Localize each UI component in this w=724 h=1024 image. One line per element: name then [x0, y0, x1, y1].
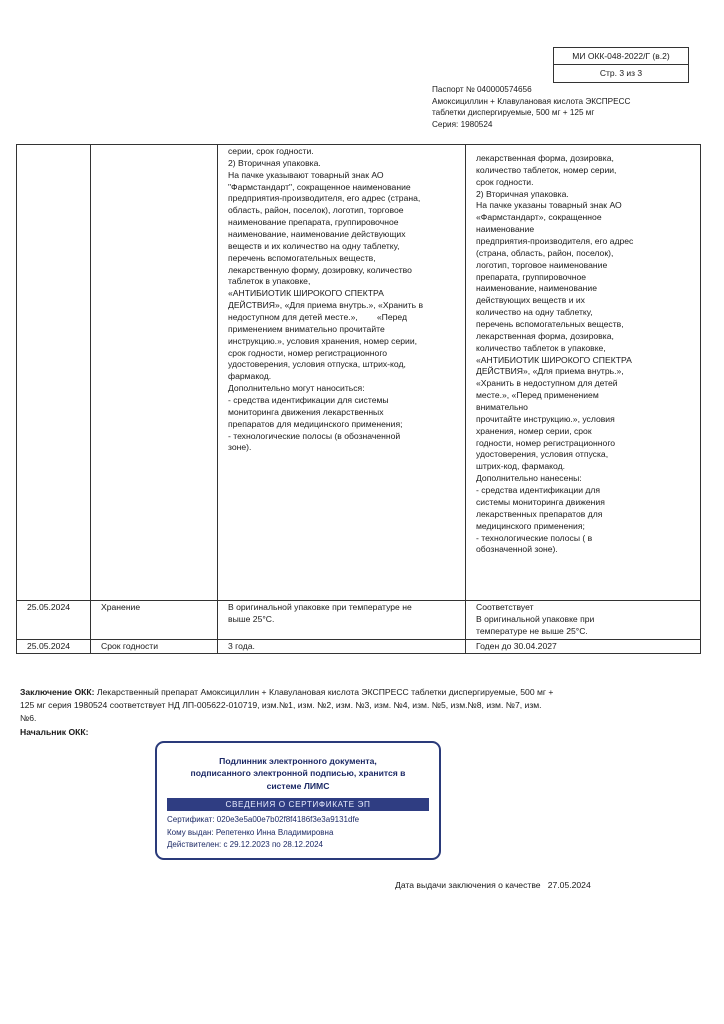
doc-code-box: [553, 47, 689, 83]
text-line: ДЕЙСТВИЯ», «Для приема внутрь.»,: [476, 366, 624, 377]
text-line: перечень вспомогательных веществ,: [228, 252, 376, 263]
text-line: фармакод.: [228, 371, 272, 382]
text-line: - средства идентификации для системы: [228, 395, 389, 406]
product-series: Серия: 1980524: [432, 119, 493, 129]
certificate-id: Сертификат: 020e3e5a00e7b02f8f4186f3e3a9131dfe: [167, 815, 360, 825]
text-line: препаратов для медицинского применения;: [228, 418, 403, 429]
stamp-title-line: системе ЛИМС: [266, 780, 330, 791]
text-line: внимательно: [476, 402, 528, 413]
text-line: применением внимательно прочитайте: [228, 323, 385, 334]
text-line: На пачке указаны товарный знак АО: [476, 200, 622, 211]
text-line: область, район, поселок), логотип, торговое: [228, 205, 404, 216]
conclusion-text: Лекарственный препарат Амоксициллин + Клавулановая кислота ЭКСПРЕСС таблетки диспергируемые, 500 мг + 125 мг серия 1980524 соответствует НД ЛП-005622-010719, изм.№1, изм. №2, изм. №3, изм. №4, изм. №5, изм.№8, изм. №7, изм. №6.: [20, 687, 554, 723]
text-line: срок годности, номер регистрационного: [228, 347, 388, 358]
text-line: - технологические полосы (в обозначенной: [228, 430, 401, 441]
text-line: - технологические полосы ( в: [476, 532, 593, 543]
table-row: [17, 639, 701, 654]
issue-date: Дата выдачи заключения о качестве 27.05.2024: [395, 880, 591, 890]
parameter-cell: Хранение: [91, 601, 218, 640]
page-number: Стр. 3 из 3: [599, 68, 643, 78]
text-line: количество таблеток в упаковке,: [476, 342, 606, 353]
text-line: лекарственных препаратов для: [476, 508, 603, 519]
text-line: В оригинальной упаковке при температуре не: [228, 602, 412, 612]
text-line: «Фармстандарт», сокращенное: [476, 212, 602, 223]
text-line: удостоверения, условия отпуска,: [476, 449, 609, 460]
text-line: системы мониторинга движения: [476, 496, 605, 507]
electronic-signature-stamp: [155, 741, 441, 860]
text-line: количество на одну таблетку,: [476, 307, 593, 318]
text-line: действующих веществ и их: [476, 295, 585, 306]
text-line: лекарственная форма, дозировка,: [476, 153, 614, 163]
text-line: наименование: [476, 224, 535, 235]
text-line: лекарственная форма, дозировка,: [476, 330, 614, 341]
text-line: срок годности.: [476, 176, 534, 187]
text-line: Дополнительно могут наноситься:: [228, 383, 365, 394]
head-of-qc-label: Начальник ОКК:: [20, 727, 89, 737]
text-line: удостоверения, условия отпуска, штрих-код,: [228, 359, 406, 370]
requirement-cell: [218, 145, 466, 601]
text-line: Годен до 30.04.2027: [476, 640, 557, 651]
text-line: логотип, торговое наименование: [476, 259, 608, 270]
certificate-owner: Кому выдан: Репетенко Инна Владимировна: [167, 827, 334, 837]
results-table: [16, 144, 701, 654]
text-line: перечень вспомогательных веществ,: [476, 319, 624, 330]
result-cell: [466, 639, 701, 654]
parameter-cell: Срок годности: [91, 639, 218, 654]
stamp-title: [157, 755, 439, 792]
text-line: наименование, наименование действующих: [228, 229, 406, 240]
stamp-title-line: подписанного электронной подписью, хранится в: [190, 768, 406, 779]
result-cell: [466, 145, 701, 601]
text-line: 2) Вторичная упаковка.: [228, 157, 321, 168]
text-line: медицинского применения;: [476, 520, 585, 531]
text-line: количество таблеток, номер серии,: [476, 164, 617, 175]
text-line: инструкцию.», условия хранения, номер серии,: [228, 335, 418, 346]
text-line: наименование, наименование: [476, 283, 598, 294]
text-line: температуре не выше 25°С.: [476, 625, 588, 636]
parameter-cell: [91, 145, 218, 601]
date-cell: [17, 145, 91, 601]
product-name: Амоксициллин + Клавулановая кислота ЭКСПРЕСС: [432, 96, 631, 106]
text-line: препарата, группировочное: [476, 271, 587, 282]
text-line: Дополнительно нанесены:: [476, 473, 582, 484]
text-line: "Фармстандарт", сокращенное наименование: [228, 181, 411, 192]
text-line: прочитайте инструкцию.», условия: [476, 413, 615, 424]
text-line: 3 года.: [228, 640, 255, 651]
text-line: выше 25°С.: [228, 613, 275, 624]
text-line: таблеток в упаковке,: [228, 276, 311, 287]
table-row: [17, 601, 701, 640]
text-line: На пачке указывают товарный знак АО: [228, 169, 384, 180]
text-line: предприятия-производителя, его адрес (страна,: [228, 193, 421, 204]
text-line: предприятия-производителя, его адрес: [476, 236, 634, 247]
text-line: месте.», «Перед применением: [476, 390, 599, 401]
text-line: годности, номер регистрационного: [476, 437, 616, 448]
qc-conclusion: [20, 686, 560, 725]
text-line: зоне).: [228, 442, 252, 453]
stamp-title-line: Подлинник электронного документа,: [219, 756, 377, 766]
text-line: - средства идентификации для: [476, 485, 601, 496]
text-line: наименование препарата, группировочное: [228, 217, 399, 228]
text-line: 2) Вторичная упаковка.: [476, 188, 569, 199]
doc-code: МИ ОКК-048-2022/Г (в.2): [554, 48, 688, 65]
text-line: В оригинальной упаковке при: [476, 613, 595, 624]
text-line: «Хранить в недоступном для детей: [476, 378, 618, 389]
date-cell: 25.05.2024: [17, 601, 91, 640]
text-line: обозначенной зоне).: [476, 544, 558, 555]
result-cell: [466, 601, 701, 640]
text-line: Соответствует: [476, 602, 534, 612]
table-row: [17, 145, 701, 601]
text-line: ДЕЙСТВИЯ», «Для приема внутрь.», «Хранить в: [228, 300, 424, 311]
product-form: таблетки диспергируемые, 500 мг + 125 мг: [432, 108, 595, 118]
text-line: серии, срок годности.: [228, 146, 314, 156]
text-line: веществ и их количество на одну таблетку,: [228, 240, 400, 251]
passport-header: [432, 84, 630, 131]
requirement-cell: [218, 601, 466, 640]
text-line: лекарственную форму, дозировку, количество: [228, 264, 412, 275]
certificate-validity: Действителен: с 29.12.2023 по 28.12.2024: [167, 840, 323, 850]
text-line: «АНТИБИОТИК ШИРОКОГО СПЕКТРА: [476, 354, 632, 365]
certificate-band: СВЕДЕНИЯ О СЕРТИФИКАТЕ ЭП: [167, 798, 429, 811]
text-line: мониторинга движения лекарственных: [228, 406, 384, 417]
requirement-cell: [218, 639, 466, 654]
text-line: хранения, номер серии, срок: [476, 425, 592, 436]
conclusion-label: Заключение ОКК:: [20, 687, 95, 697]
text-line: штрих-код, фармакод.: [476, 461, 565, 472]
text-line: недоступном для детей месте.», «Перед: [228, 312, 407, 323]
text-line: «АНТИБИОТИК ШИРОКОГО СПЕКТРА: [228, 288, 384, 299]
date-cell: 25.05.2024: [17, 639, 91, 654]
text-line: (страна, область, район, поселок),: [476, 247, 614, 258]
passport-number: Паспорт № 040000574656: [432, 85, 532, 94]
